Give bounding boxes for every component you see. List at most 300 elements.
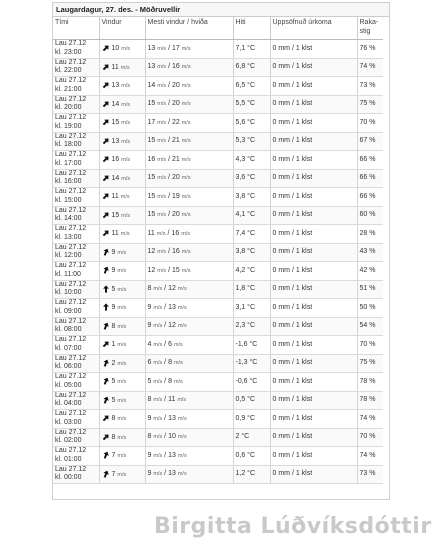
max-wind-unit: m/s: [153, 452, 163, 459]
precipitation-cell: 0 mm / 1 klst: [270, 447, 357, 466]
temperature-cell: 4,3 °C: [233, 151, 270, 170]
max-wind-unit: m/s: [153, 304, 163, 311]
precipitation-cell: 0 mm / 1 klst: [270, 206, 357, 225]
wind-direction-arrow-icon: [102, 470, 110, 478]
row-day: Lau 27.12: [55, 151, 87, 159]
row-hour: kl. 15:00: [55, 196, 82, 204]
header-precipitation: Uppsöfnuð úrkoma: [270, 17, 357, 40]
time-cell: [53, 465, 99, 484]
wind-direction-arrow-icon: [102, 81, 110, 89]
table-row: [53, 299, 383, 318]
row-day: Lau 27.12: [55, 317, 87, 325]
max-wind-cell: 14 m/s / 20 m/s: [145, 77, 233, 96]
max-wind-cell: 8 m/s / 10 m/s: [145, 428, 233, 447]
row-hour: kl. 09:00: [55, 307, 82, 315]
temperature-cell: 3,1 °C: [233, 299, 270, 318]
table-row: [53, 225, 383, 244]
humidity-cell: 66 %: [357, 151, 383, 170]
precipitation-cell: 0 mm / 1 klst: [270, 262, 357, 281]
humidity-cell: 75 %: [357, 354, 383, 373]
gust: 8: [168, 359, 172, 366]
wind-direction-arrow-icon: [102, 322, 110, 330]
wind-direction-arrow-icon: [102, 396, 110, 404]
table-row: [53, 151, 383, 170]
max-wind-cell: 16 m/s / 21 m/s: [145, 151, 233, 170]
gust-unit: m/s: [181, 249, 191, 255]
time-cell: [53, 225, 99, 244]
humidity-cell: 78 %: [357, 391, 383, 410]
max-wind: 15: [147, 100, 156, 107]
gust-unit: m/s: [173, 341, 183, 348]
max-wind-cell: 11 m/s / 16 m/s: [145, 225, 233, 244]
max-wind-unit: m/s: [157, 64, 167, 70]
time-cell: [53, 336, 99, 355]
gust: 11: [168, 396, 176, 403]
temperature-cell: 2,3 °C: [233, 317, 270, 336]
wind-cell: [99, 336, 145, 355]
humidity-cell: 70 %: [357, 428, 383, 447]
row-hour: kl. 08:00: [55, 326, 82, 334]
precipitation-cell: 0 mm / 1 klst: [270, 354, 357, 373]
wind-cell: [99, 40, 145, 59]
gust-unit: m/s: [181, 138, 191, 144]
row-day: Lau 27.12: [55, 114, 87, 122]
gust: 13: [168, 414, 176, 422]
time-cell: [53, 206, 99, 225]
wind-speed: 2: [111, 359, 116, 367]
row-hour: kl. 10:00: [55, 289, 82, 297]
temperature-cell: 6,8 °C: [233, 58, 270, 77]
max-wind-cell: 17 m/s / 22 m/s: [145, 114, 233, 133]
row-hour: kl. 06:00: [55, 363, 82, 371]
humidity-cell: 75 %: [357, 95, 383, 114]
precipitation-cell: 0 mm / 1 klst: [270, 410, 357, 429]
row-day: Lau 27.12: [55, 188, 87, 196]
max-wind-cell: 9 m/s / 12 m/s: [145, 317, 233, 336]
gust: 20: [171, 100, 180, 107]
row-hour: kl. 05:00: [55, 381, 82, 389]
gust-unit: m/s: [181, 230, 191, 237]
time-cell: [53, 391, 99, 410]
header-humidity-line1: Raka-: [359, 19, 379, 26]
wind-direction-arrow-icon: [102, 433, 110, 441]
wind-unit: m/s: [121, 156, 131, 163]
wind-speed: 9: [111, 248, 116, 256]
gust-unit: m/s: [177, 415, 187, 422]
weather-table: [53, 17, 383, 484]
table-row: [53, 447, 383, 466]
max-wind: 13: [147, 63, 156, 70]
max-wind: 6: [147, 359, 152, 366]
max-wind-unit: m/s: [157, 101, 167, 107]
time-cell: [53, 262, 99, 281]
table-row: [53, 391, 383, 410]
row-hour: kl. 19:00: [55, 122, 82, 130]
wind-direction-arrow-icon: [102, 155, 110, 163]
table-row: [53, 317, 383, 336]
row-hour: kl. 23:00: [55, 48, 82, 56]
table-row: [53, 95, 383, 114]
max-wind-unit: m/s: [153, 397, 163, 403]
max-wind-unit: m/s: [157, 193, 167, 200]
humidity-cell: 51 %: [357, 280, 383, 299]
max-wind-cell: 4 m/s / 6 m/s: [145, 336, 233, 355]
wind-speed: 9: [111, 303, 116, 311]
wind-unit: m/s: [121, 138, 131, 145]
time-cell: [53, 317, 99, 336]
max-wind-cell: 15 m/s / 20 m/s: [145, 206, 233, 225]
temperature-cell: 6,5 °C: [233, 77, 270, 96]
table-row: [53, 40, 383, 59]
row-hour: kl. 03:00: [55, 418, 82, 426]
table-row: [53, 373, 383, 392]
wind-cell: [99, 317, 145, 336]
max-wind: 9: [147, 470, 152, 477]
gust-unit: m/s: [177, 304, 187, 311]
wind-unit: m/s: [117, 471, 127, 478]
gust: 15: [171, 266, 180, 274]
humidity-cell: 70 %: [357, 336, 383, 355]
max-wind-cell: 8 m/s / 11 m/s: [145, 391, 233, 410]
wind-direction-arrow-icon: [102, 44, 110, 52]
wind-cell: [99, 114, 145, 133]
row-day: Lau 27.12: [55, 262, 87, 270]
wind-unit: m/s: [117, 378, 127, 385]
wind-unit: m/s: [121, 101, 131, 108]
time-cell: [53, 40, 99, 59]
time-cell: [53, 58, 99, 77]
gust-unit: m/s: [181, 193, 191, 200]
table-row: [53, 206, 383, 225]
wind-cell: [99, 58, 145, 77]
header-max-wind: Mesti vindur / hviða: [145, 17, 233, 40]
max-wind: 17: [147, 118, 156, 126]
humidity-cell: 66 %: [357, 169, 383, 188]
humidity-cell: 66 %: [357, 188, 383, 207]
max-wind-unit: m/s: [157, 156, 167, 163]
gust-unit: m/s: [177, 434, 187, 440]
max-wind-unit: m/s: [153, 471, 163, 477]
wind-cell: [99, 299, 145, 318]
wind-direction-arrow-icon: [102, 137, 110, 145]
wind-direction-arrow-icon: [102, 63, 110, 71]
wind-speed: 8: [111, 433, 116, 441]
row-day: Lau 27.12: [55, 428, 87, 436]
humidity-cell: 76 %: [357, 40, 383, 59]
max-wind: 12: [147, 266, 156, 274]
gust-unit: m/s: [181, 119, 191, 126]
max-wind: 8: [147, 433, 152, 440]
gust-unit: m/s: [181, 156, 191, 163]
wind-unit: m/s: [117, 360, 127, 367]
precipitation-cell: 0 mm / 1 klst: [270, 188, 357, 207]
wind-unit: m/s: [121, 175, 131, 182]
humidity-cell: 74 %: [357, 410, 383, 429]
wind-speed: 15: [111, 211, 120, 219]
max-wind-cell: 13 m/s / 17 m/s: [145, 40, 233, 59]
row-day: Lau 27.12: [55, 465, 87, 473]
row-day: Lau 27.12: [55, 354, 87, 362]
temperature-cell: 7,1 °C: [233, 40, 270, 59]
precipitation-cell: 0 mm / 1 klst: [270, 299, 357, 318]
temperature-cell: 5,5 °C: [233, 95, 270, 114]
max-wind-cell: 9 m/s / 13 m/s: [145, 465, 233, 484]
wind-direction-arrow-icon: [102, 359, 110, 367]
wind-unit: m/s: [117, 452, 127, 459]
row-hour: kl. 01:00: [55, 455, 82, 463]
max-wind-unit: m/s: [157, 82, 167, 89]
table-row: [53, 336, 383, 355]
max-wind-cell: 12 m/s / 15 m/s: [145, 262, 233, 281]
table-row: [53, 58, 383, 77]
gust: 20: [171, 81, 180, 89]
wind-cell: [99, 151, 145, 170]
wind-cell: [99, 280, 145, 299]
precipitation-cell: 0 mm / 1 klst: [270, 132, 357, 151]
temperature-cell: -1,3 °C: [233, 354, 270, 373]
max-wind-cell: 15 m/s / 20 m/s: [145, 169, 233, 188]
header-row: [53, 17, 383, 40]
humidity-cell: 73 %: [357, 77, 383, 96]
row-hour: kl. 00:00: [55, 474, 82, 482]
gust-unit: m/s: [177, 452, 187, 459]
wind-direction-arrow-icon: [102, 340, 110, 348]
table-row: [53, 114, 383, 133]
time-cell: [53, 428, 99, 447]
row-hour: kl. 22:00: [55, 67, 82, 75]
max-wind-cell: 9 m/s / 13 m/s: [145, 299, 233, 318]
humidity-cell: 54 %: [357, 317, 383, 336]
wind-unit: m/s: [117, 341, 127, 348]
wind-direction-arrow-icon: [102, 266, 110, 274]
table-row: [53, 465, 383, 484]
row-hour: kl. 04:00: [55, 400, 82, 408]
wind-direction-arrow-icon: [102, 248, 110, 256]
gust: 21: [171, 155, 180, 163]
wind-direction-arrow-icon: [102, 451, 110, 459]
table-row: [53, 354, 383, 373]
row-day: Lau 27.12: [55, 336, 87, 344]
wind-speed: 15: [111, 118, 120, 126]
max-wind: 9: [147, 322, 152, 329]
wind-unit: m/s: [117, 323, 127, 330]
gust-unit: m/s: [181, 212, 191, 218]
max-wind: 11: [147, 229, 155, 237]
wind-cell: [99, 428, 145, 447]
max-wind-unit: m/s: [153, 323, 163, 329]
wind-unit: m/s: [117, 397, 127, 404]
wind-direction-arrow-icon: [102, 174, 110, 182]
wind-speed: 16: [111, 155, 120, 163]
precipitation-cell: 0 mm / 1 klst: [270, 391, 357, 410]
time-cell: [53, 354, 99, 373]
precipitation-cell: 0 mm / 1 klst: [270, 465, 357, 484]
wind-speed: 5: [111, 396, 116, 404]
humidity-cell: 50 %: [357, 299, 383, 318]
header-temperature: Hiti: [233, 17, 270, 40]
header-humidity: [357, 17, 383, 40]
gust: 10: [168, 433, 176, 440]
temperature-cell: 3,6 °C: [233, 169, 270, 188]
gust-unit: m/s: [181, 45, 191, 52]
gust-unit: m/s: [177, 286, 187, 292]
table-row: [53, 132, 383, 151]
max-wind: 4: [147, 340, 152, 348]
temperature-cell: 1,2 °C: [233, 465, 270, 484]
humidity-cell: 43 %: [357, 243, 383, 262]
wind-cell: [99, 447, 145, 466]
humidity-cell: 74 %: [357, 447, 383, 466]
precipitation-cell: 0 mm / 1 klst: [270, 336, 357, 355]
gust: 16: [171, 248, 180, 255]
row-day: Lau 27.12: [55, 40, 87, 48]
max-wind-unit: m/s: [153, 341, 163, 348]
max-wind-unit: m/s: [156, 230, 166, 237]
wind-speed: 1: [111, 340, 116, 348]
wind-direction-arrow-icon: [102, 229, 110, 237]
temperature-cell: 2 °C: [233, 428, 270, 447]
wind-speed: 7: [111, 451, 116, 459]
max-wind-unit: m/s: [153, 434, 163, 440]
max-wind-unit: m/s: [157, 249, 167, 255]
wind-speed: 11: [111, 192, 119, 200]
row-hour: kl. 07:00: [55, 344, 82, 352]
wind-unit: m/s: [117, 249, 127, 256]
precipitation-cell: 0 mm / 1 klst: [270, 280, 357, 299]
max-wind: 8: [147, 396, 152, 403]
max-wind-unit: m/s: [157, 138, 167, 144]
row-hour: kl. 13:00: [55, 233, 82, 241]
table-row: [53, 410, 383, 429]
time-cell: [53, 95, 99, 114]
row-day: Lau 27.12: [55, 299, 87, 307]
max-wind-cell: 5 m/s / 8 m/s: [145, 373, 233, 392]
wind-cell: [99, 132, 145, 151]
max-wind-unit: m/s: [157, 267, 167, 274]
wind-speed: 13: [111, 137, 120, 145]
max-wind-cell: 15 m/s / 20 m/s: [145, 95, 233, 114]
wind-speed: 11: [111, 63, 119, 71]
max-wind-unit: m/s: [153, 415, 163, 422]
max-wind-cell: 15 m/s / 21 m/s: [145, 132, 233, 151]
wind-speed: 8: [111, 414, 116, 422]
humidity-cell: 78 %: [357, 373, 383, 392]
time-cell: [53, 169, 99, 188]
gust: 6: [168, 340, 172, 348]
time-cell: [53, 114, 99, 133]
gust-unit: m/s: [181, 82, 191, 89]
humidity-cell: 42 %: [357, 262, 383, 281]
row-hour: kl. 21:00: [55, 85, 82, 93]
temperature-cell: 0,9 °C: [233, 410, 270, 429]
wind-cell: [99, 77, 145, 96]
wind-direction-arrow-icon: [102, 211, 110, 219]
wind-direction-arrow-icon: [102, 285, 110, 293]
temperature-cell: 0,6 °C: [233, 447, 270, 466]
gust: 13: [168, 470, 176, 477]
gust-unit: m/s: [181, 64, 191, 70]
wind-direction-arrow-icon: [102, 100, 110, 108]
max-wind-unit: m/s: [153, 360, 163, 366]
wind-speed: 13: [111, 81, 120, 89]
wind-unit: m/s: [117, 286, 127, 293]
time-cell: [53, 77, 99, 96]
temperature-cell: -0,6 °C: [233, 373, 270, 392]
max-wind-unit: m/s: [157, 212, 167, 218]
table-title: Laugardagur, 27. des. - Möðruvellir: [53, 3, 389, 17]
gust: 12: [168, 285, 176, 292]
gust: 8: [168, 377, 172, 385]
max-wind: 15: [147, 211, 156, 218]
max-wind: 12: [147, 248, 156, 255]
gust-unit: m/s: [177, 471, 187, 477]
gust: 20: [171, 211, 180, 218]
table-row: [53, 169, 383, 188]
time-cell: [53, 132, 99, 151]
table-row: [53, 428, 383, 447]
time-cell: [53, 243, 99, 262]
gust-unit: m/s: [181, 267, 191, 274]
gust-unit: m/s: [177, 397, 187, 403]
temperature-cell: 5,3 °C: [233, 132, 270, 151]
wind-cell: [99, 169, 145, 188]
time-cell: [53, 410, 99, 429]
precipitation-cell: 0 mm / 1 klst: [270, 40, 357, 59]
humidity-cell: 74 %: [357, 58, 383, 77]
max-wind-cell: 13 m/s / 16 m/s: [145, 58, 233, 77]
precipitation-cell: 0 mm / 1 klst: [270, 151, 357, 170]
wind-cell: [99, 373, 145, 392]
wind-direction-arrow-icon: [102, 414, 110, 422]
gust: 22: [171, 118, 180, 126]
row-hour: kl. 20:00: [55, 104, 82, 112]
max-wind: 15: [147, 192, 156, 200]
row-hour: kl. 17:00: [55, 159, 82, 167]
gust: 16: [171, 63, 180, 70]
wind-speed: 5: [111, 285, 116, 293]
row-day: Lau 27.12: [55, 447, 87, 455]
row-day: Lau 27.12: [55, 391, 87, 399]
row-day: Lau 27.12: [55, 132, 87, 140]
wind-speed: 14: [111, 174, 120, 182]
max-wind-unit: m/s: [157, 45, 167, 52]
max-wind: 13: [147, 44, 156, 52]
wind-speed: 10: [111, 44, 120, 52]
gust: 16: [171, 229, 180, 237]
wind-unit: m/s: [117, 434, 127, 441]
wind-cell: [99, 188, 145, 207]
wind-direction-arrow-icon: [102, 303, 110, 311]
max-wind-cell: 8 m/s / 12 m/s: [145, 280, 233, 299]
temperature-cell: 1,8 °C: [233, 280, 270, 299]
humidity-cell: 67 %: [357, 132, 383, 151]
gust-unit: m/s: [173, 360, 183, 366]
gust: 12: [168, 322, 176, 329]
max-wind-unit: m/s: [153, 286, 163, 292]
humidity-cell: 70 %: [357, 114, 383, 133]
wind-unit: m/s: [120, 64, 130, 71]
wind-speed: 9: [111, 266, 116, 274]
humidity-cell: 60 %: [357, 206, 383, 225]
wind-unit: m/s: [121, 212, 131, 219]
temperature-cell: 4,1 °C: [233, 206, 270, 225]
wind-unit: m/s: [117, 267, 127, 274]
wind-speed: 7: [111, 470, 116, 478]
wind-unit: m/s: [121, 119, 131, 126]
max-wind-unit: m/s: [157, 119, 167, 126]
max-wind-cell: 15 m/s / 19 m/s: [145, 188, 233, 207]
temperature-cell: 7,4 °C: [233, 225, 270, 244]
